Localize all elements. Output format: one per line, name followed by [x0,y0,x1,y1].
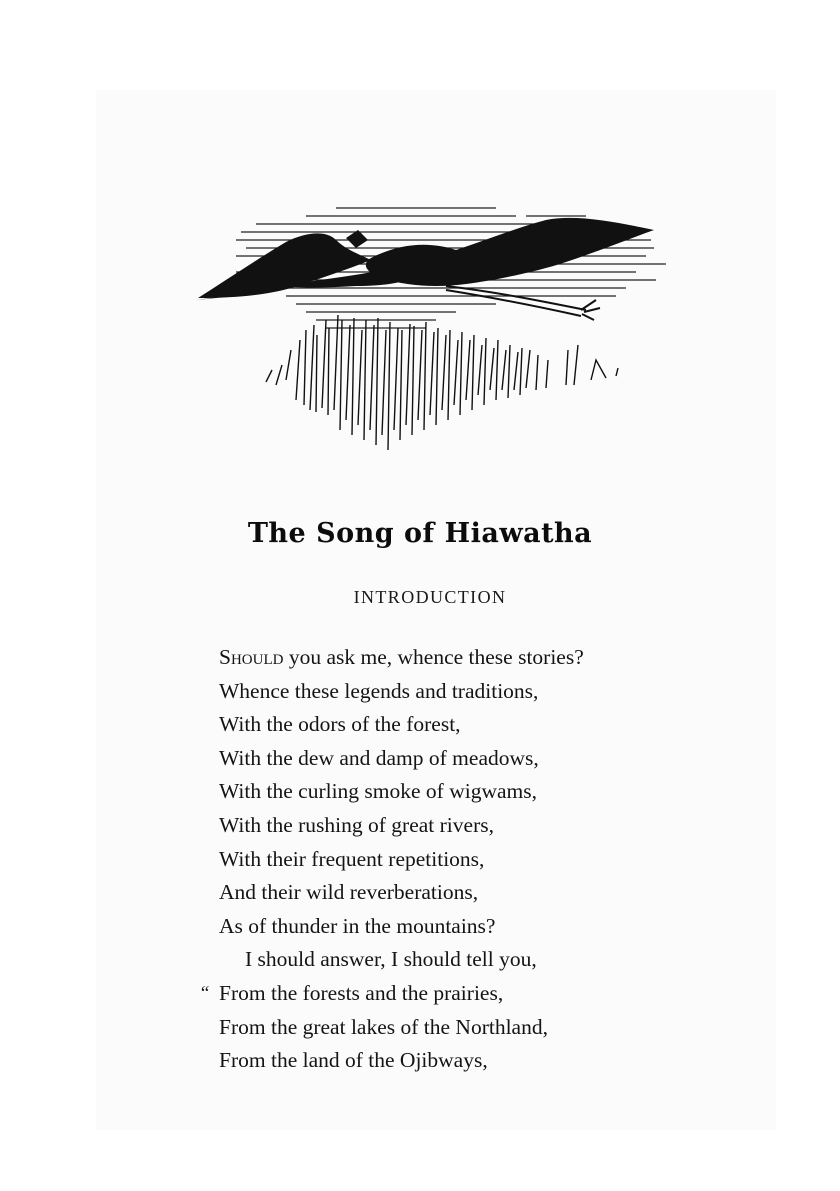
poem-first-line-text: you ask me, whence these stories? [283,645,584,669]
poem-line: Whence these legends and traditions, [219,678,539,703]
poem-body [199,641,719,1078]
poem-line: With the dew and damp of meadows, [219,745,539,770]
poem-quoted-text: From the forests and the prairies, [219,980,504,1005]
book-title: The Song of Hiawatha [247,518,593,549]
poem-line: From the land of the Ojibways, [219,1048,488,1073]
poem-line-quoted [199,977,719,1011]
poem-line: With their frequent repetitions, [219,846,485,871]
poem-line: With the curling smoke of wigwams, [219,779,537,804]
opening-quote-mark: “ [199,982,210,1004]
poem-line: With the odors of the forest, [219,712,461,737]
poem-first-word: Should [219,645,284,669]
section-heading: INTRODUCTION [353,587,507,607]
poem-line: As of thunder in the mountains? [219,913,496,938]
poem-line: And their wild reverberations, [219,880,479,905]
poem-line-first [219,641,719,675]
poem-line: From the great lakes of the Northland, [219,1014,548,1039]
heron-illustration [196,200,666,460]
poem-line-indented: I should answer, I should tell you, [245,947,537,972]
poem-line: With the rushing of great rivers, [219,812,494,837]
